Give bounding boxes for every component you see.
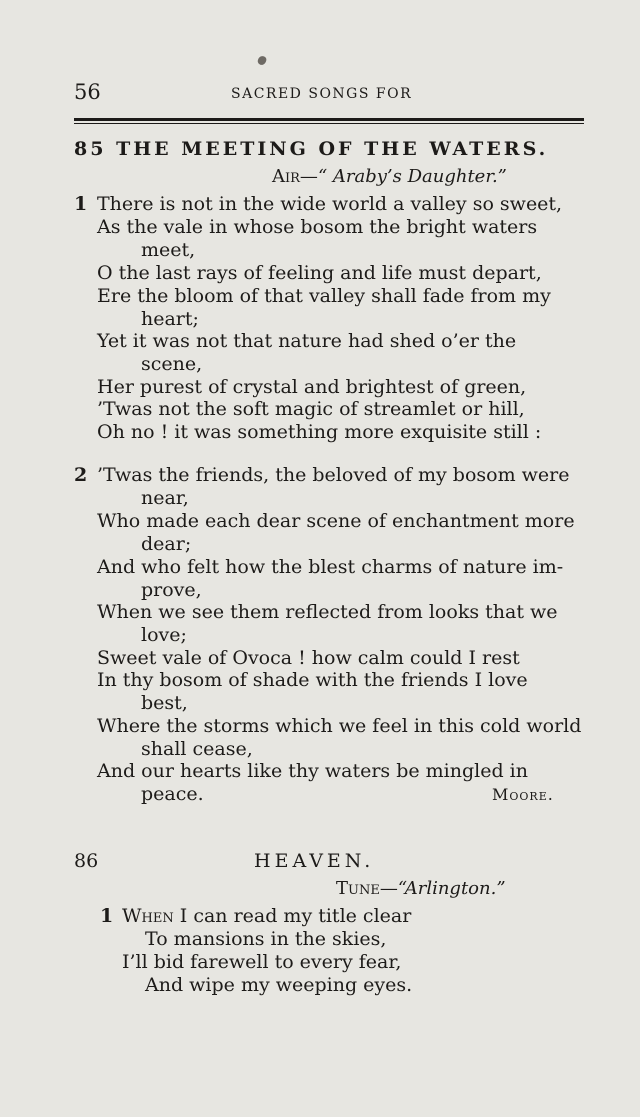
stanza-number: 1 xyxy=(74,193,88,215)
verse-line: Her purest of crystal and brightest of green, xyxy=(97,376,527,398)
verse-line: I’ll bid farewell to every fear, xyxy=(122,951,402,973)
tune-label: Tune— xyxy=(336,878,398,899)
running-head xyxy=(74,80,584,108)
author-attribution: Moore. xyxy=(492,785,554,804)
verse-line: And wipe my weeping eyes. xyxy=(145,974,413,996)
verse-line: ’Twas not the soft magic of streamlet or hill, xyxy=(97,398,525,420)
verse-line: Yet it was not that nature had shed o’er the xyxy=(97,330,517,352)
verse-text: I can read my title clear xyxy=(179,905,412,927)
running-title: SACRED SONGS FOR xyxy=(231,86,413,102)
verse-line: Oh no ! it was something more exquisite still : xyxy=(97,421,542,443)
verse-line: In thy bosom of shade with the friends I love xyxy=(97,669,528,691)
tune-line xyxy=(336,878,506,900)
verse-line: As the vale in whose bosom the bright waters xyxy=(97,216,538,238)
hymn-number: 85 xyxy=(74,138,107,160)
verse-line: And our hearts like thy waters be mingled in xyxy=(97,760,528,782)
verse-line: scene, xyxy=(141,353,203,375)
verse-line: near, xyxy=(141,487,189,509)
first-word: When xyxy=(122,905,174,927)
verse-line: love; xyxy=(141,624,187,646)
tune-name: “Arlington.” xyxy=(397,878,506,899)
verse-line: When we see them reflected from looks that we xyxy=(97,601,558,623)
verse-line: heart; xyxy=(141,308,199,330)
air-name: “ Araby’s Daughter.” xyxy=(317,166,507,187)
verse-line: prove, xyxy=(141,579,202,601)
verse-line: best, xyxy=(141,692,188,714)
air-line xyxy=(272,166,507,188)
verse-line: ’Twas the friends, the beloved of my bosom were xyxy=(97,464,570,486)
header-rule xyxy=(74,118,584,121)
verse-line: meet, xyxy=(141,239,196,261)
ink-blot xyxy=(256,55,267,67)
verse-line: There is not in the wide world a valley so sweet, xyxy=(97,193,563,215)
stanza-number: 2 xyxy=(74,464,88,486)
verse-line: Where the storms which we feel in this cold world xyxy=(97,715,582,737)
air-label: Air— xyxy=(272,166,318,187)
verse-line: Sweet vale of Ovoca ! how calm could I rest xyxy=(97,647,520,669)
hymn-85-heading xyxy=(74,138,548,160)
verse-line: Who made each dear scene of enchantment more xyxy=(97,510,575,532)
verse-line xyxy=(122,905,411,927)
verse-line: And who felt how the blest charms of nature im- xyxy=(97,556,564,578)
hymn-title: THE MEETING OF THE WATERS. xyxy=(116,138,549,160)
hymn-title: HEAVEN. xyxy=(254,850,375,872)
verse-line: peace. xyxy=(141,783,204,805)
stanza-number: 1 xyxy=(100,905,114,927)
verse-line: Ere the bloom of that valley shall fade from my xyxy=(97,285,551,307)
verse-line: shall cease, xyxy=(141,738,253,760)
hymn-number: 86 xyxy=(74,850,99,872)
verse-line: To mansions in the skies, xyxy=(145,928,387,950)
page-number: 56 xyxy=(74,80,101,104)
verse-line: O the last rays of feeling and life must depart, xyxy=(97,262,542,284)
verse-line: dear; xyxy=(141,533,192,555)
